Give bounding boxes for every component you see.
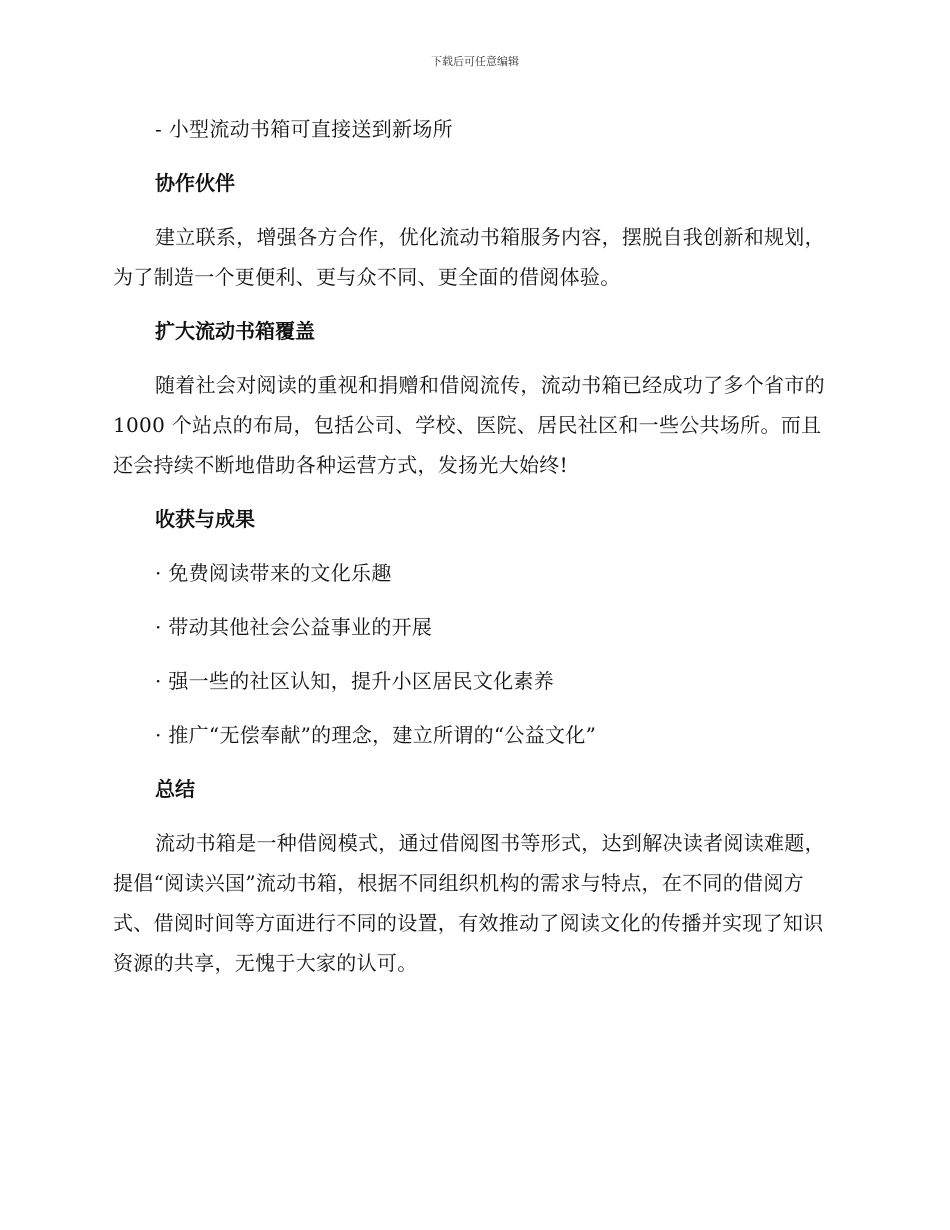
bullet-item: · 免费阅读带来的文化乐趣 [155,561,392,585]
intro-line: - 小型流动书箱可直接送到新场所 [155,117,453,141]
paragraph-coverage: 随着社会对阅读的重视和捐赠和借阅流传，流动书箱已经成功了多个省市的 1000 个站点的布局，包括公司、学校、医院、居民社区和一些公共场所。而且还会持续不断地借助各种运营方式，发扬光大始终! [113,373,825,477]
page-header: 下载后可任意编辑 [431,55,519,68]
bullet-item: · 强一些的社区认知，提升小区居民文化素养 [155,669,555,693]
paragraph-summary: 流动书箱是一种借阅模式，通过借阅图书等形式，达到解决读者阅读难题，提倡“阅读兴国”流动书箱，根据不同组织机构的需求与特点，在不同的借阅方式、借阅时间等方面进行不同的设置，有效推动了阅读文化的传播并实现了知识资源的共享，无愧于大家的认可。 [113,831,825,975]
section-heading-partners: 协作伙伴 [155,171,235,195]
section-heading-coverage: 扩大流动书箱覆盖 [155,319,315,343]
paragraph-partners: 建立联系，增强各方合作，优化流动书箱服务内容，摆脱自我创新和规划，为了制造一个更便利、更与众不同、更全面的借阅体验。 [113,225,825,289]
bullet-item: · 带动其他社会公益事业的开展 [155,615,433,639]
section-heading-results: 收获与成果 [155,507,255,531]
bullet-item: · 推广“无偿奉献”的理念，建立所谓的“公益文化” [155,723,597,747]
document-body [113,109,833,997]
section-heading-summary: 总结 [155,777,195,801]
